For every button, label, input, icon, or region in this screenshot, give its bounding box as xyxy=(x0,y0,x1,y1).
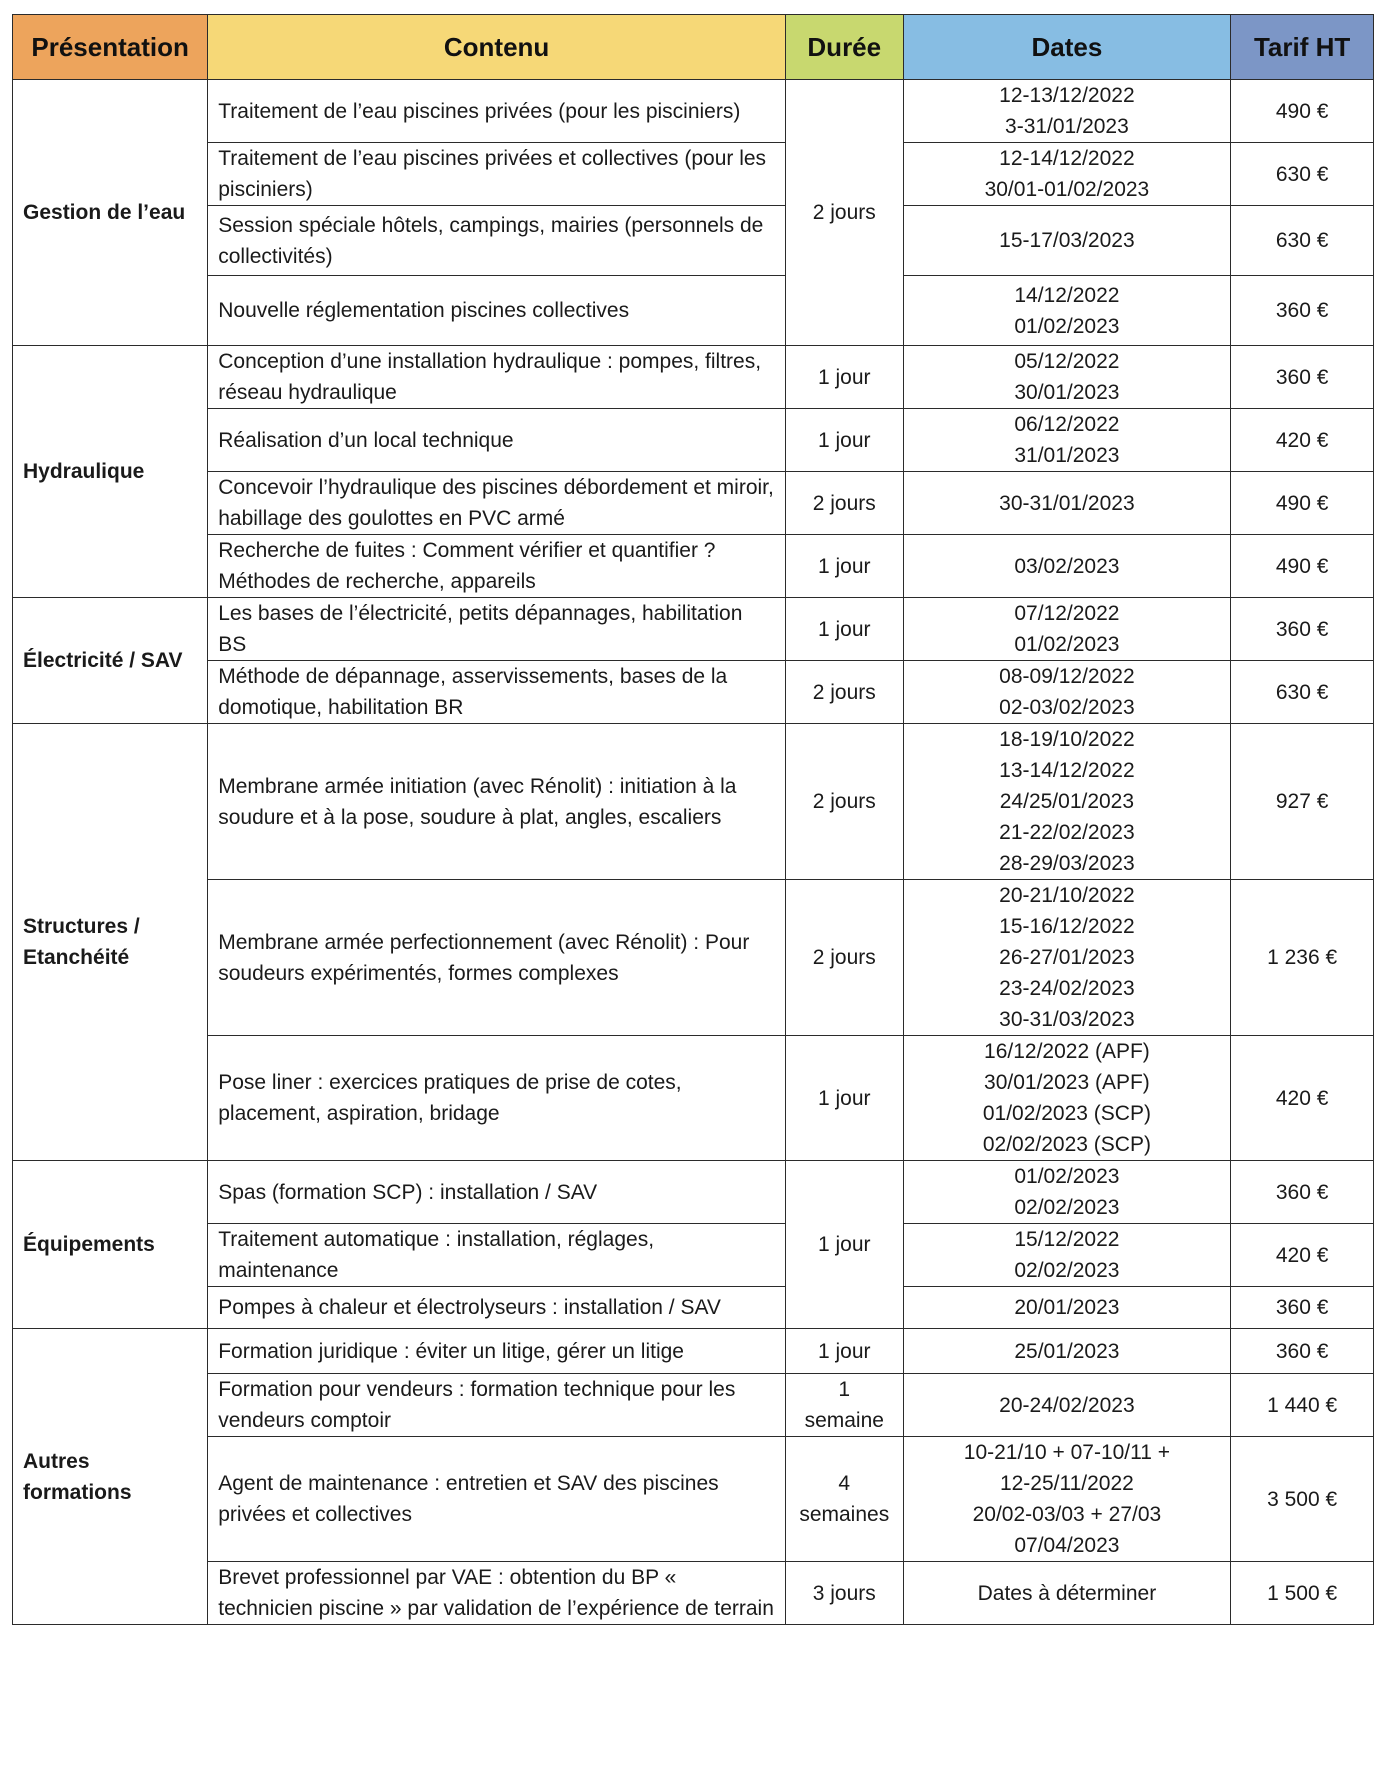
table-row xyxy=(13,1437,1374,1562)
table-row xyxy=(13,276,1374,346)
header-row xyxy=(13,15,1374,80)
table-row xyxy=(13,1329,1374,1374)
table-row xyxy=(13,143,1374,206)
content-cell: Session spéciale hôtels, campings, mairies (personnels de collectivités) xyxy=(208,206,786,276)
category-cell: Autres formations xyxy=(13,1329,208,1625)
price-cell: 630 € xyxy=(1231,661,1374,724)
dates-cell xyxy=(903,535,1231,598)
date-line: 02-03/02/2023 xyxy=(999,696,1135,719)
content-cell: Membrane armée initiation (avec Rénolit) : initiation à la soudure et à la pose, soudure à plat, angles, escaliers xyxy=(208,724,786,880)
dates-cell xyxy=(903,346,1231,409)
content-cell: Traitement de l’eau piscines privées (pour les pisciniers) xyxy=(208,80,786,143)
content-cell: Agent de maintenance : entretien et SAV des piscines privées et collectives xyxy=(208,1437,786,1562)
date-line: 20/01/2023 xyxy=(1014,1296,1120,1319)
dates-cell xyxy=(903,661,1231,724)
content-cell: Traitement automatique : installation, réglages, maintenance xyxy=(208,1224,786,1287)
date-line: 12-14/12/2022 xyxy=(999,147,1135,170)
date-line: 01/02/2023 (SCP) xyxy=(982,1102,1151,1125)
category-cell: Électricité / SAV xyxy=(13,598,208,724)
table-row xyxy=(13,880,1374,1036)
table-body xyxy=(13,80,1374,1625)
dates-cell xyxy=(903,880,1231,1036)
price-cell: 360 € xyxy=(1231,1329,1374,1374)
dates-cell xyxy=(903,1437,1231,1562)
content-cell: Brevet professionnel par VAE : obtention du BP « technicien piscine » par validation de l’expérience de terrain xyxy=(208,1562,786,1625)
dates-cell xyxy=(903,1036,1231,1161)
price-cell: 420 € xyxy=(1231,1036,1374,1161)
table-row xyxy=(13,409,1374,472)
table-row xyxy=(13,724,1374,880)
date-line: 30-31/01/2023 xyxy=(999,491,1135,515)
duration-cell: 1 semaine xyxy=(785,1374,903,1437)
duration-cell: 1 jour xyxy=(785,409,903,472)
table-row xyxy=(13,535,1374,598)
price-cell: 630 € xyxy=(1231,143,1374,206)
date-line: 30/01/2023 xyxy=(1014,381,1120,404)
category-cell: Hydraulique xyxy=(13,346,208,598)
price-cell: 360 € xyxy=(1231,1287,1374,1329)
date-line: Dates à déterminer xyxy=(977,1581,1157,1605)
date-line: 30-31/03/2023 xyxy=(999,1008,1135,1031)
header-contenu: Contenu xyxy=(208,15,786,80)
price-cell: 1 440 € xyxy=(1231,1374,1374,1437)
duration-cell: 2 jours xyxy=(785,661,903,724)
date-line: 26-27/01/2023 xyxy=(999,946,1135,969)
date-line: 3-31/01/2023 xyxy=(1005,115,1129,138)
date-line: 16/12/2022 (APF) xyxy=(984,1040,1150,1063)
date-line: 30/01/2023 (APF) xyxy=(984,1071,1150,1094)
dates-cell xyxy=(903,80,1231,143)
category-cell: Équipements xyxy=(13,1161,208,1329)
header-duree: Durée xyxy=(785,15,903,80)
price-cell: 360 € xyxy=(1231,598,1374,661)
content-cell: Formation juridique : éviter un litige, gérer un litige xyxy=(208,1329,786,1374)
table-row xyxy=(13,346,1374,409)
content-cell: Pompes à chaleur et électrolyseurs : installation / SAV xyxy=(208,1287,786,1329)
dates-cell xyxy=(903,598,1231,661)
content-cell: Traitement de l’eau piscines privées et collectives (pour les pisciniers) xyxy=(208,143,786,206)
price-cell: 360 € xyxy=(1231,346,1374,409)
date-line: 15/12/2022 xyxy=(1014,1228,1120,1251)
date-line: 18-19/10/2022 xyxy=(999,728,1135,751)
duration-cell: 1 jour xyxy=(785,598,903,661)
table-row xyxy=(13,80,1374,143)
date-line: 15-16/12/2022 xyxy=(999,915,1135,938)
date-line: 12-25/11/2022 xyxy=(999,1472,1134,1495)
date-line: 07/12/2022 xyxy=(1014,602,1120,625)
price-cell: 3 500 € xyxy=(1231,1437,1374,1562)
duration-cell: 1 jour xyxy=(785,535,903,598)
table-row xyxy=(13,661,1374,724)
duration-cell: 2 jours xyxy=(785,80,903,346)
price-cell: 1 236 € xyxy=(1231,880,1374,1036)
price-cell: 420 € xyxy=(1231,1224,1374,1287)
category-cell: Structures / Etanchéité xyxy=(13,724,208,1161)
dates-cell xyxy=(903,143,1231,206)
table-row xyxy=(13,598,1374,661)
price-cell: 490 € xyxy=(1231,472,1374,535)
table-row xyxy=(13,1374,1374,1437)
content-cell: Concevoir l’hydraulique des piscines débordement et miroir, habillage des goulottes en PVC armé xyxy=(208,472,786,535)
price-cell: 490 € xyxy=(1231,535,1374,598)
date-line: 02/02/2023 xyxy=(1014,1196,1120,1219)
dates-cell xyxy=(903,1562,1231,1625)
table-row xyxy=(13,1287,1374,1329)
date-line: 07/04/2023 xyxy=(1014,1534,1120,1557)
content-cell: Conception d’une installation hydraulique : pompes, filtres, réseau hydraulique xyxy=(208,346,786,409)
header-dates: Dates xyxy=(903,15,1231,80)
content-cell: Membrane armée perfectionnement (avec Rénolit) : Pour soudeurs expérimentés, formes complexes xyxy=(208,880,786,1036)
date-line: 20-21/10/2022 xyxy=(999,884,1135,907)
price-cell: 490 € xyxy=(1231,80,1374,143)
duration-cell: 1 jour xyxy=(785,1329,903,1374)
table-row xyxy=(13,1562,1374,1625)
header-tarif: Tarif HT xyxy=(1231,15,1374,80)
date-line: 30/01-01/02/2023 xyxy=(984,178,1150,201)
price-cell: 360 € xyxy=(1231,1161,1374,1224)
table-row xyxy=(13,1224,1374,1287)
date-line: 01/02/2023 xyxy=(1014,633,1120,656)
date-line: 01/02/2023 xyxy=(1014,1165,1120,1188)
date-line: 06/12/2022 xyxy=(1014,413,1120,436)
date-line: 02/02/2023 xyxy=(1014,1259,1120,1282)
dates-cell xyxy=(903,472,1231,535)
duration-cell: 3 jours xyxy=(785,1562,903,1625)
duration-cell: 2 jours xyxy=(785,724,903,880)
duration-cell: 2 jours xyxy=(785,472,903,535)
date-line: 03/02/2023 xyxy=(1014,554,1120,578)
content-cell: Formation pour vendeurs : formation technique pour les vendeurs comptoir xyxy=(208,1374,786,1437)
date-line: 14/12/2022 xyxy=(1014,283,1120,307)
date-line: 01/02/2023 xyxy=(1014,314,1120,338)
price-cell: 420 € xyxy=(1231,409,1374,472)
dates-cell xyxy=(903,1224,1231,1287)
dates-cell xyxy=(903,1287,1231,1329)
date-line: 10-21/10 + 07-10/11 + xyxy=(963,1441,1171,1464)
duration-cell: 1 jour xyxy=(785,1161,903,1329)
date-line: 20-24/02/2023 xyxy=(999,1393,1135,1417)
date-line: 12-13/12/2022 xyxy=(999,84,1135,107)
duration-cell: 1 jour xyxy=(785,1036,903,1161)
dates-cell xyxy=(903,1374,1231,1437)
duration-cell: 2 jours xyxy=(785,880,903,1036)
content-cell: Recherche de fuites : Comment vérifier et quantifier ? Méthodes de recherche, appareils xyxy=(208,535,786,598)
date-line: 15-17/03/2023 xyxy=(999,229,1135,252)
content-cell: Pose liner : exercices pratiques de prise de cotes, placement, aspiration, bridage xyxy=(208,1036,786,1161)
table-row xyxy=(13,472,1374,535)
price-cell: 1 500 € xyxy=(1231,1562,1374,1625)
date-line: 05/12/2022 xyxy=(1014,350,1120,373)
category-cell: Gestion de l’eau xyxy=(13,80,208,346)
content-cell: Réalisation d’un local technique xyxy=(208,409,786,472)
header-presentation: Présentation xyxy=(13,15,208,80)
date-line: 13-14/12/2022 xyxy=(999,759,1135,782)
date-line: 28-29/03/2023 xyxy=(999,852,1135,875)
training-table xyxy=(12,14,1374,1625)
dates-cell xyxy=(903,409,1231,472)
content-cell: Les bases de l’électricité, petits dépannages, habilitation BS xyxy=(208,598,786,661)
date-line: 20/02-03/03 + 27/03 xyxy=(972,1503,1162,1526)
date-line: 24/25/01/2023 xyxy=(999,790,1135,813)
date-line: 23-24/02/2023 xyxy=(999,977,1135,1000)
duration-cell: 1 jour xyxy=(785,346,903,409)
date-line: 02/02/2023 (SCP) xyxy=(982,1133,1151,1156)
dates-cell xyxy=(903,276,1231,346)
content-cell: Spas (formation SCP) : installation / SAV xyxy=(208,1161,786,1224)
dates-cell xyxy=(903,1329,1231,1374)
date-line: 31/01/2023 xyxy=(1014,444,1120,467)
date-line: 08-09/12/2022 xyxy=(999,665,1135,688)
table-row xyxy=(13,1036,1374,1161)
price-cell: 927 € xyxy=(1231,724,1374,880)
content-cell: Méthode de dépannage, asservissements, bases de la domotique, habilitation BR xyxy=(208,661,786,724)
dates-cell xyxy=(903,1161,1231,1224)
date-line: 25/01/2023 xyxy=(1014,1339,1120,1363)
dates-cell xyxy=(903,724,1231,880)
table-row xyxy=(13,1161,1374,1224)
date-line: 21-22/02/2023 xyxy=(999,821,1135,844)
duration-cell: 4 semaines xyxy=(785,1437,903,1562)
price-cell: 360 € xyxy=(1231,276,1374,346)
price-cell: 630 € xyxy=(1231,206,1374,276)
dates-cell xyxy=(903,206,1231,276)
table-row xyxy=(13,206,1374,276)
content-cell: Nouvelle réglementation piscines collectives xyxy=(208,276,786,346)
